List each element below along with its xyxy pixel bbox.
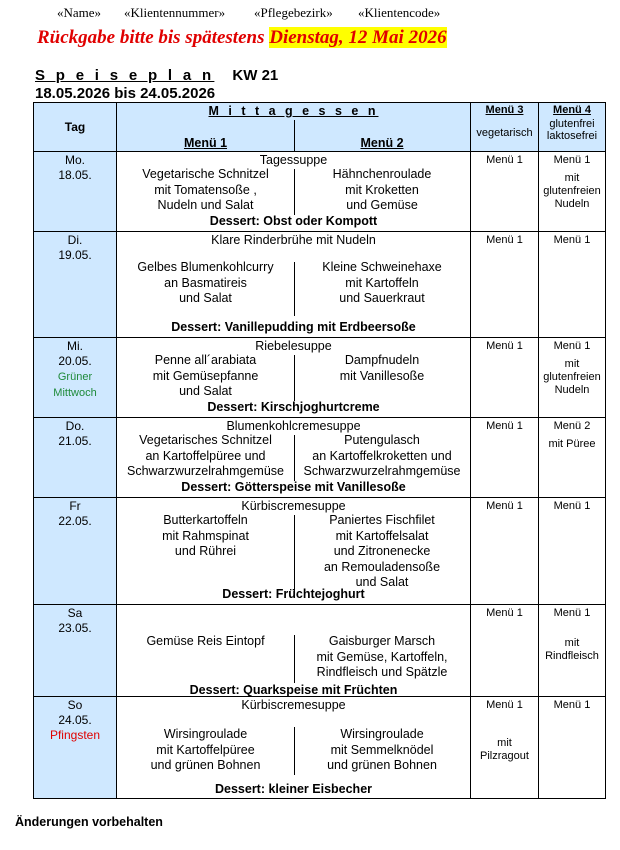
- menu1-line: und Rührei: [174, 544, 237, 558]
- merge-field-name: «Name»: [57, 5, 102, 20]
- soup: Tagessuppe: [259, 153, 328, 167]
- menu1-line: und Salat: [179, 291, 232, 305]
- menu-divider: [294, 635, 295, 683]
- day-date: 21.05.: [58, 434, 92, 448]
- return-notice-text: Rückgabe bitte bis spätestens: [37, 27, 270, 48]
- menu3-cell: [470, 696, 539, 799]
- menu1-dish: [117, 353, 294, 400]
- dessert: Dessert: Obst oder Kompott: [209, 214, 378, 228]
- header-menu4-sub2: laktosefrei: [546, 130, 598, 142]
- dessert: Dessert: Quarkspeise mit Früchten: [189, 683, 398, 697]
- menu1-dish: [117, 433, 294, 480]
- lunch-cell: [116, 497, 471, 605]
- menu3-note: mit: [497, 737, 512, 749]
- menu3-cell: [470, 231, 539, 338]
- menu2-line: und Sauerkraut: [339, 291, 425, 305]
- day-date: 19.05.: [58, 248, 92, 262]
- menu1-line: mit Kartoffelpüree: [156, 742, 255, 757]
- header-menu4: [538, 102, 606, 152]
- day-cell: [33, 604, 117, 697]
- menu1-line: an Basmatireis: [164, 275, 247, 290]
- menu4-cell: [538, 417, 606, 498]
- menu4-note: Rindfleisch: [545, 650, 599, 662]
- lunch-cell: [116, 417, 471, 498]
- menu-divider: [294, 169, 295, 215]
- menu2-line: an Remouladensoße: [323, 559, 441, 574]
- day-date: 22.05.: [58, 514, 92, 528]
- menu4-choice: Menü 1: [553, 154, 591, 166]
- menu1-dish: [117, 260, 294, 307]
- day-date: 18.05.: [58, 168, 92, 182]
- header-menu4-title: Menü 4: [553, 104, 591, 116]
- menu-table: [33, 102, 606, 799]
- menu2-line: Wirsingroulade: [340, 727, 424, 741]
- menu1-line: Vegetarische Schnitzel: [142, 167, 269, 181]
- menu3-cell: [470, 497, 539, 605]
- day-name: Di.: [67, 233, 83, 247]
- menu3-choice: Menü 1: [486, 340, 523, 352]
- menu2-dish: [294, 433, 470, 480]
- header-day-label: Tag: [64, 120, 86, 134]
- menu3-choice: Menü 1: [486, 234, 523, 246]
- menu2-line: Putengulasch: [344, 433, 420, 447]
- menu2-line: mit Kroketten: [345, 182, 419, 197]
- menu4-note: mit: [564, 637, 580, 649]
- day-cell: [33, 231, 117, 338]
- day-date: 23.05.: [58, 621, 92, 635]
- menu4-choice: Menü 1: [553, 500, 591, 512]
- dessert: Dessert: Vanillepudding mit Erdbeersoße: [171, 320, 416, 334]
- menu3-cell: [470, 151, 539, 232]
- menu4-cell: [538, 497, 606, 605]
- return-notice: [37, 27, 447, 49]
- merge-field-client-code: «Klientencode»: [358, 5, 441, 20]
- menu1-line: Penne all´arabiata: [154, 353, 257, 367]
- menu1-line: Butterkartoffeln: [163, 513, 248, 527]
- menu4-note: Nudeln: [554, 198, 590, 210]
- menu4-note: Nudeln: [554, 384, 590, 396]
- merge-fields-row: [0, 5, 620, 21]
- menu2-line: Gaisburger Marsch: [328, 634, 436, 648]
- menu1-dish: [117, 634, 294, 650]
- day-cell: [33, 696, 117, 799]
- plan-title-label: S p e i s e p l a n: [35, 67, 215, 84]
- merge-field-client-number: «Klientennummer»: [124, 5, 226, 20]
- day-date: 20.05.: [58, 354, 92, 368]
- day-name: Sa: [67, 606, 83, 620]
- soup: Blumenkohlcremesuppe: [226, 419, 361, 433]
- menu3-choice: Menü 1: [486, 500, 523, 512]
- menu2-dish: [294, 513, 470, 591]
- day-note: Grüner: [57, 371, 93, 383]
- menu3-cell: [470, 604, 539, 697]
- menu4-note: mit: [564, 172, 580, 184]
- header-day: [33, 102, 117, 152]
- menu1-line: Wirsingroulade: [163, 727, 248, 741]
- lunch-cell: [116, 604, 471, 697]
- day-name: Mo.: [64, 153, 85, 167]
- menu3-choice: Menü 1: [486, 699, 523, 711]
- menu4-choice: Menü 1: [553, 607, 591, 619]
- header-menu3-sub: vegetarisch: [476, 127, 533, 139]
- day-cell: [33, 151, 117, 232]
- menu4-choice: Menü 2: [553, 420, 591, 432]
- menu2-dish: [294, 727, 470, 774]
- day-name: Mi.: [67, 339, 83, 353]
- menu3-choice: Menü 1: [486, 420, 523, 432]
- menu1-dish: [117, 513, 294, 560]
- dessert: Dessert: Götterspeise mit Vanillesoße: [181, 480, 406, 494]
- merge-field-care-district: «Pflegebezirk»: [254, 5, 333, 20]
- menu-divider: [294, 262, 295, 316]
- menu2-line: Hähnchenroulade: [332, 167, 432, 181]
- header-menu3: [470, 102, 539, 152]
- menu4-cell: [538, 337, 606, 418]
- menu2-line: mit Semmelknödel: [330, 742, 434, 757]
- menu2-line: Paniertes Fischfilet: [329, 513, 435, 527]
- menu4-cell: [538, 604, 606, 697]
- menu2-line: Dampfnudeln: [344, 353, 420, 367]
- day-name: Fr: [69, 499, 81, 513]
- menu2-line: und Zitronenecke: [333, 544, 431, 558]
- menu2-line: mit Kartoffeln: [345, 275, 419, 290]
- menu4-note: mit: [564, 358, 580, 370]
- header-menu2: Menü 2: [360, 136, 404, 150]
- plan-title: [35, 67, 278, 84]
- menu-divider: [294, 515, 295, 592]
- header-menu3-title: Menü 3: [485, 104, 524, 116]
- menu2-dish: [294, 634, 470, 681]
- menu1-line: und Salat: [179, 384, 232, 398]
- menu1-line: und grünen Bohnen: [150, 758, 261, 772]
- soup: Riebelesuppe: [255, 339, 332, 353]
- footer-note: Änderungen vorbehalten: [15, 815, 163, 829]
- menu1-line: Vegetarisches Schnitzel: [139, 433, 272, 447]
- menu4-note: glutenfreien: [543, 185, 601, 197]
- menu4-cell: [538, 151, 606, 232]
- menu3-choice: Menü 1: [486, 154, 523, 166]
- plan-dates: 18.05.2026 bis 24.05.2026: [35, 85, 216, 102]
- dessert: Dessert: Kirschjoghurtcreme: [207, 400, 380, 414]
- menu2-line: und grünen Bohnen: [327, 758, 437, 772]
- dessert: Dessert: Früchtejoghurt: [222, 587, 365, 601]
- menu2-line: Rindfleisch und Spätzle: [316, 665, 448, 679]
- menu2-line: mit Vanillesoße: [339, 368, 425, 383]
- lunch-cell: [116, 231, 471, 338]
- menu3-note: Pilzragout: [480, 750, 529, 762]
- menu2-line: Kleine Schweinehaxe: [322, 260, 442, 274]
- day-note: Pfingsten: [49, 728, 101, 742]
- menu1-line: mit Rahmspinat: [162, 528, 249, 543]
- menu-divider: [294, 727, 295, 775]
- menu2-line: an Kartoffelkroketten und: [312, 448, 452, 463]
- day-cell: [33, 417, 117, 498]
- lunch-cell: [116, 151, 471, 232]
- menu4-choice: Menü 1: [553, 340, 591, 352]
- plan-week: KW 21: [232, 67, 279, 84]
- lunch-cell: [116, 337, 471, 418]
- menu4-cell: [538, 696, 606, 799]
- menu2-dish: [294, 260, 470, 307]
- menu4-note: glutenfreien: [543, 371, 601, 383]
- menu1-dish: [117, 167, 294, 214]
- menu1-line: an Kartoffelpüree und: [145, 448, 266, 463]
- header-lunch-title: M i t t a g e s s e n: [208, 104, 379, 118]
- day-cell: [33, 497, 117, 605]
- day-name: Do.: [65, 419, 85, 433]
- day-date: 24.05.: [58, 713, 92, 727]
- menu4-cell: [538, 231, 606, 338]
- lunch-cell: [116, 696, 471, 799]
- menu4-choice: Menü 1: [553, 699, 591, 711]
- soup: Klare Rinderbrühe mit Nudeln: [211, 233, 376, 247]
- menu1-line: mit Gemüsepfanne: [152, 368, 259, 383]
- header-menu4-sub1: glutenfrei: [549, 118, 595, 130]
- menu1-line: mit Tomatensoße ,: [154, 182, 257, 197]
- header-lunch: [116, 102, 471, 152]
- day-note: Mittwoch: [53, 387, 97, 399]
- menu1-line: Nudeln und Salat: [157, 198, 254, 212]
- dessert: Dessert: kleiner Eisbecher: [214, 782, 373, 796]
- menu2-line: mit Kartoffelsalat: [335, 528, 429, 543]
- menu3-choice: Menü 1: [486, 607, 523, 619]
- soup: Kürbiscremesuppe: [241, 698, 346, 712]
- day-name: So: [67, 698, 83, 712]
- header-menu1: Menü 1: [183, 136, 228, 150]
- menu3-cell: [470, 337, 539, 418]
- menu2-line: und Salat: [355, 575, 409, 589]
- menu4-note: mit Püree: [548, 438, 596, 450]
- menu2-line: und Gemüse: [346, 198, 418, 212]
- soup: Kürbiscremesuppe: [241, 499, 346, 513]
- day-cell: [33, 337, 117, 418]
- menu3-cell: [470, 417, 539, 498]
- menu1-dish: [117, 727, 294, 774]
- menu-divider: [294, 435, 295, 481]
- menu1-line: Schwarzwurzelrahmgemüse: [126, 464, 284, 478]
- menu1-line: Gelbes Blumenkohlcurry: [137, 260, 274, 274]
- menu4-choice: Menü 1: [553, 234, 591, 246]
- return-deadline: Dienstag, 12 Mai 2026: [269, 27, 447, 48]
- menu2-dish: [294, 353, 470, 384]
- menu1-line: Gemüse Reis Eintopf: [146, 634, 265, 648]
- menu2-line: mit Gemüse, Kartoffeln,: [316, 649, 448, 664]
- menu2-dish: [294, 167, 470, 214]
- menu-divider: [294, 355, 295, 401]
- menu2-line: Schwarzwurzelrahmgemüse: [303, 464, 461, 478]
